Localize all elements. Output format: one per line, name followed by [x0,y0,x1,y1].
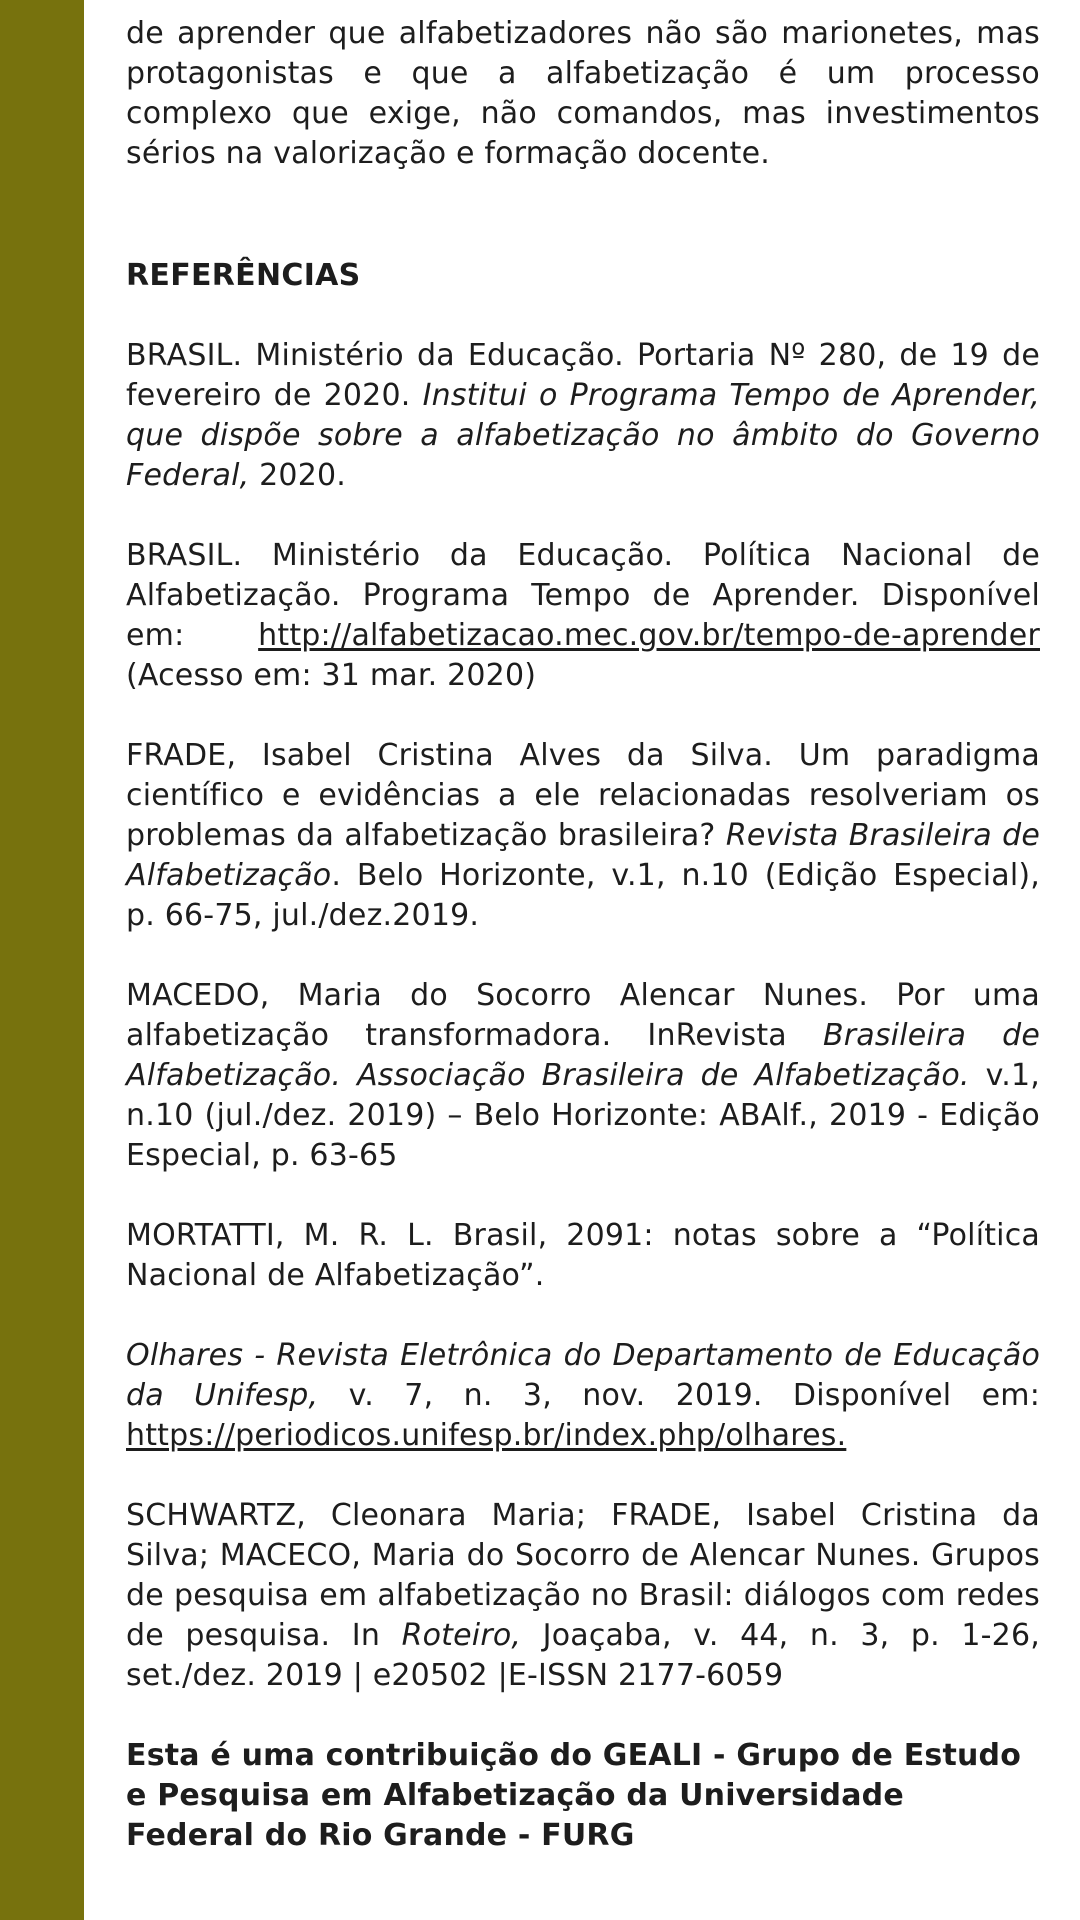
reference-item: BRASIL. Ministério da Educação. Portaria Nº 280, de 19 de fevereiro de 2020. Institui o Programa Tempo de Aprender, que dispõe sobre a alfabetização no âmbito do Governo Federal, 2020. [126,338,1040,493]
reference-item: Olhares - Revista Eletrônica do Departamento de Educação da Unifesp, v. 7, n. 3, nov. 2019. Disponível em: https://periodicos.unifesp.br/index.php/olhares. [126,1338,1040,1453]
references-heading: REFERÊNCIAS [126,258,361,293]
reference-item: MACEDO, Maria do Socorro Alencar Nunes. Por uma alfabetização transformadora. InRevista Brasileira de Alfabetização. Associação Brasileira de Alfabetização. v.1, n.10 (jul./dez. 2019) – Belo Horizonte: ABAlf., 2019 - Edição Especial, p. 63-65 [126,978,1041,1173]
intro-paragraph: de aprender que alfabetizadores não são marionetes, mas protagonistas e que a alfabetização é um processo complexo que exige, não comandos, mas investimentos sérios na valorização e formação docente. [126,16,1040,171]
reference-link[interactable]: https://periodicos.unifesp.br/index.php/olhares. [126,1418,847,1453]
reference-item: MORTATTI, M. R. L. Brasil, 2091: notas sobre a “Política Nacional de Alfabetização”. [126,1218,1040,1293]
reference-item: SCHWARTZ, Cleonara Maria; FRADE, Isabel Cristina da Silva; MACECO, Maria do Socorro de Alencar Nunes. Grupos de pesquisa em alfabetização no Brasil: diálogos com redes de pesquisa. In Roteiro, Joaçaba, v. 44, n. 3, p. 1-26, set./dez. 2019 | e20502 |E-ISSN 2177-6059 [126,1498,1040,1693]
reference-item: BRASIL. Ministério da Educação. Política Nacional de Alfabetização. Programa Tempo de Aprender. Disponível em: http://alfabetizacao.mec.gov.br/tempo-de-aprender (Acesso em: 31 mar. 2020) [126,538,1040,693]
closing-note: Esta é uma contribuição do GEALI - Grupo de Estudo e Pesquisa em Alfabetização da Universidade Federal do Rio Grande - FURG [126,1738,1022,1853]
document-body [126,14,1040,1856]
reference-link[interactable]: http://alfabetizacao.mec.gov.br/tempo-de-aprender [258,618,1040,653]
left-color-bar [0,0,84,1920]
reference-item: FRADE, Isabel Cristina Alves da Silva. Um paradigma científico e evidências a ele relacionadas resolveriam os problemas da alfabetização brasileira? Revista Brasileira de Alfabetização. Belo Horizonte, v.1, n.10 (Edição Especial), p. 66-75, jul./dez.2019. [126,738,1040,933]
